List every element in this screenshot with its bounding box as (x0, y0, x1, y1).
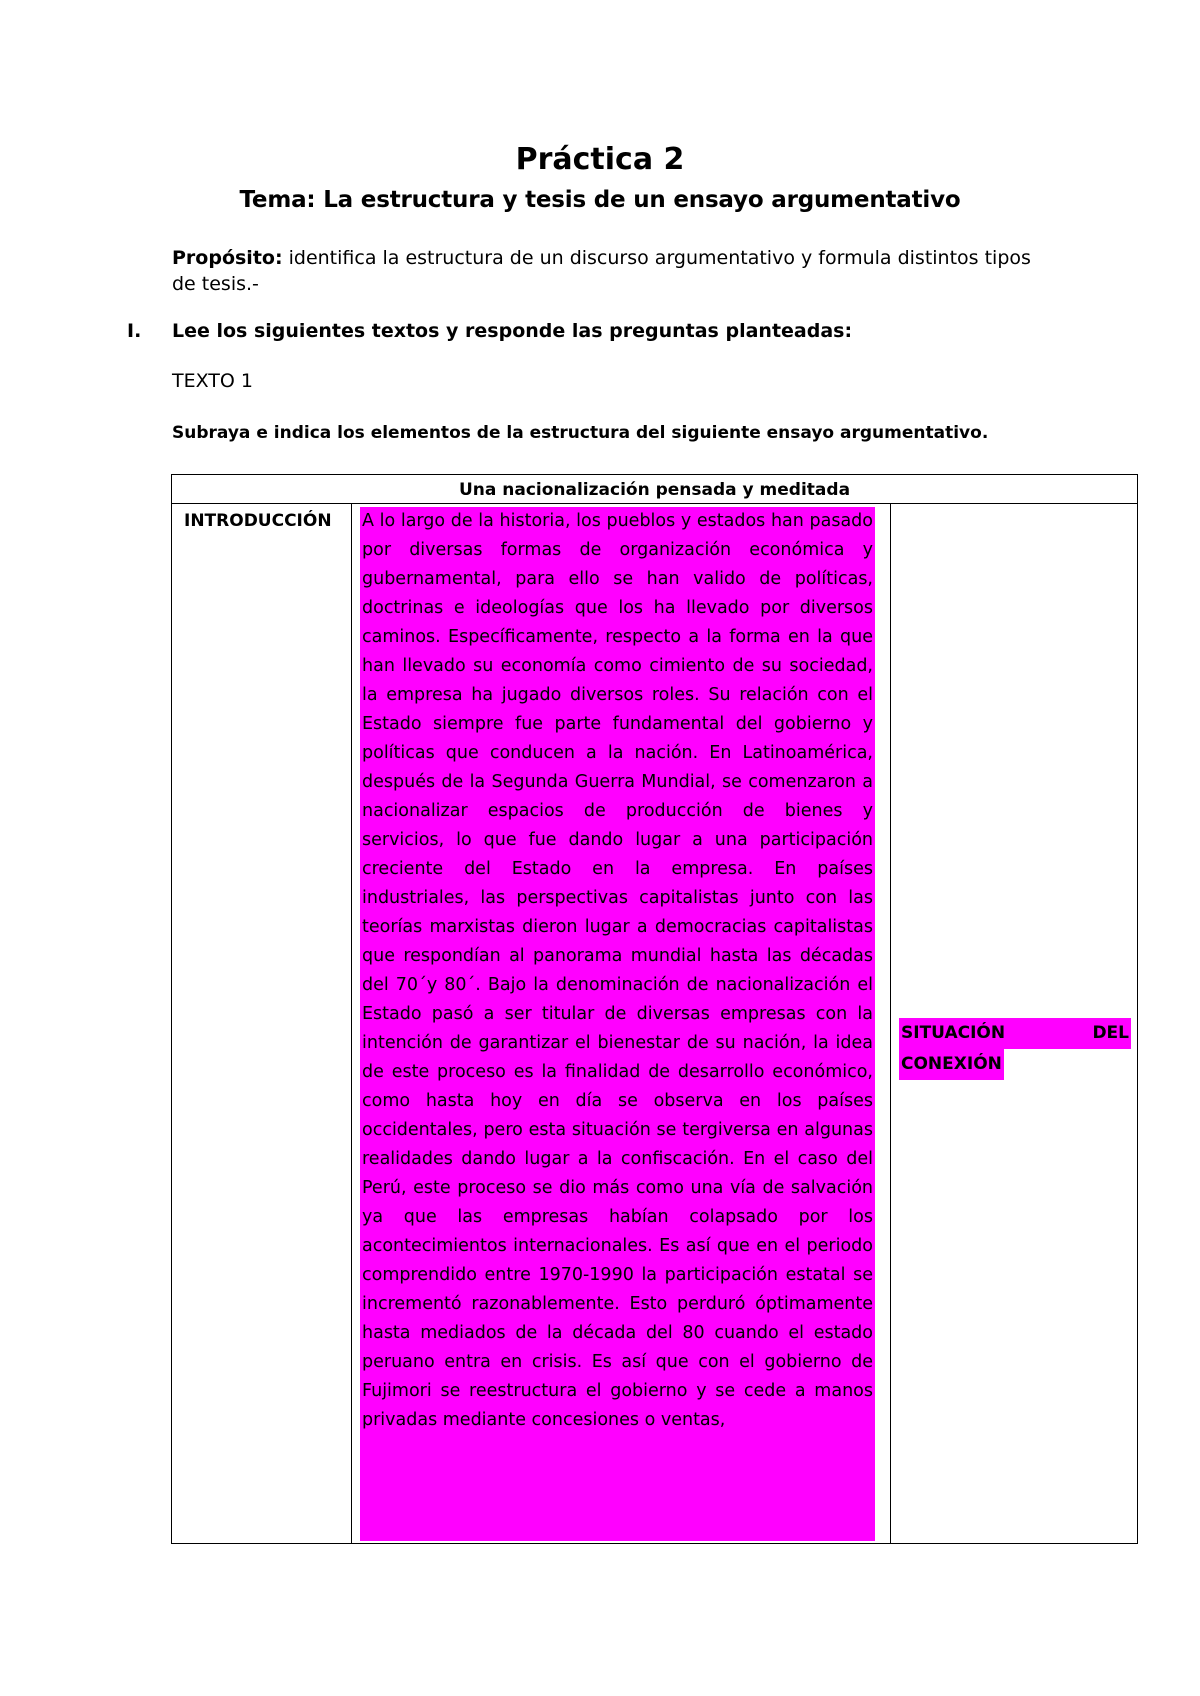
purpose-label: Propósito: (172, 247, 283, 269)
essay-table (171, 474, 1138, 1544)
section-numeral: I. (127, 320, 142, 342)
task-instruction: Subraya e indica los elementos de la estructura del siguiente ensayo argumentativo. (172, 423, 989, 443)
section-instruction: Lee los siguientes textos y responde las preguntas planteadas: (172, 320, 853, 342)
annotation-cell (891, 503, 1137, 1543)
introduccion-label: INTRODUCCIÓN (184, 511, 332, 531)
annotation-word-situacion: SITUACIÓN (901, 1023, 1006, 1043)
page-title: Práctica 2 (515, 142, 685, 177)
page-subtitle: Tema: La estructura y tesis de un ensayo argumentativo (239, 187, 961, 213)
texto-label: TEXTO 1 (172, 370, 253, 392)
structure-label-cell (172, 503, 352, 1543)
annotation-word-del: DEL (1092, 1023, 1129, 1043)
annotation-word-conexion: CONEXIÓN (899, 1049, 1004, 1080)
purpose-text: identifica la estructura de un discurso argumentativo y formula distintos tipos de tesis.- (172, 247, 1031, 295)
essay-paragraph: A lo largo de la historia, los pueblos y estados han pasado por diversas formas de organización económica y gubernamental, para ello se han valido de políticas, doctrinas e ideologías que los ha llevado por diversos caminos. Específicamente, respecto a la forma en la que han llevado su economía como cimiento de su sociedad, la empresa ha jugado diversos roles. Su relación con el Estado siempre fue parte fundamental del gobierno y políticas que conducen a la nación. En Latinoamérica, después de la Segunda Guerra Mundial, se comenzaron a nacionalizar espacios de producción de bienes y servicios, lo que fue dando lugar a una participación creciente del Estado en la empresa. En países industriales, las perspectivas capitalistas junto con las teorías marxistas dieron lugar a democracias capitalistas que respondían al panorama mundial hasta las décadas del 70´y 80´. Bajo la denominación de nacionalización el Estado pasó a ser titular de diversas empresas con la intención de garantizar el bienestar de su nación, la idea de este proceso es la finalidad de desarrollo económico, como hasta hoy en día se observa en los países occidentales, pero esta situación se tergiversa en algunas realidades dando lugar a la confiscación. En el caso del Perú, este proceso se dio más como una vía de salvación ya que las empresas habían colapsado por los acontecimientos internacionales. Es así que en el periodo comprendido entre 1970-1990 la participación estatal se incrementó razonablemente. Esto perduró óptimamente hasta mediados de la década del 80 cuando el estado peruano entra en crisis. Es así que con el gobierno de Fujimori se reestructura el gobierno y se cede a manos privadas mediante concesiones o ventas, (360, 507, 875, 1541)
essay-title: Una nacionalización pensada y meditada (172, 475, 1137, 504)
annotation-label (899, 1018, 1131, 1080)
purpose-paragraph (172, 245, 1052, 297)
essay-text-cell (352, 503, 891, 1543)
